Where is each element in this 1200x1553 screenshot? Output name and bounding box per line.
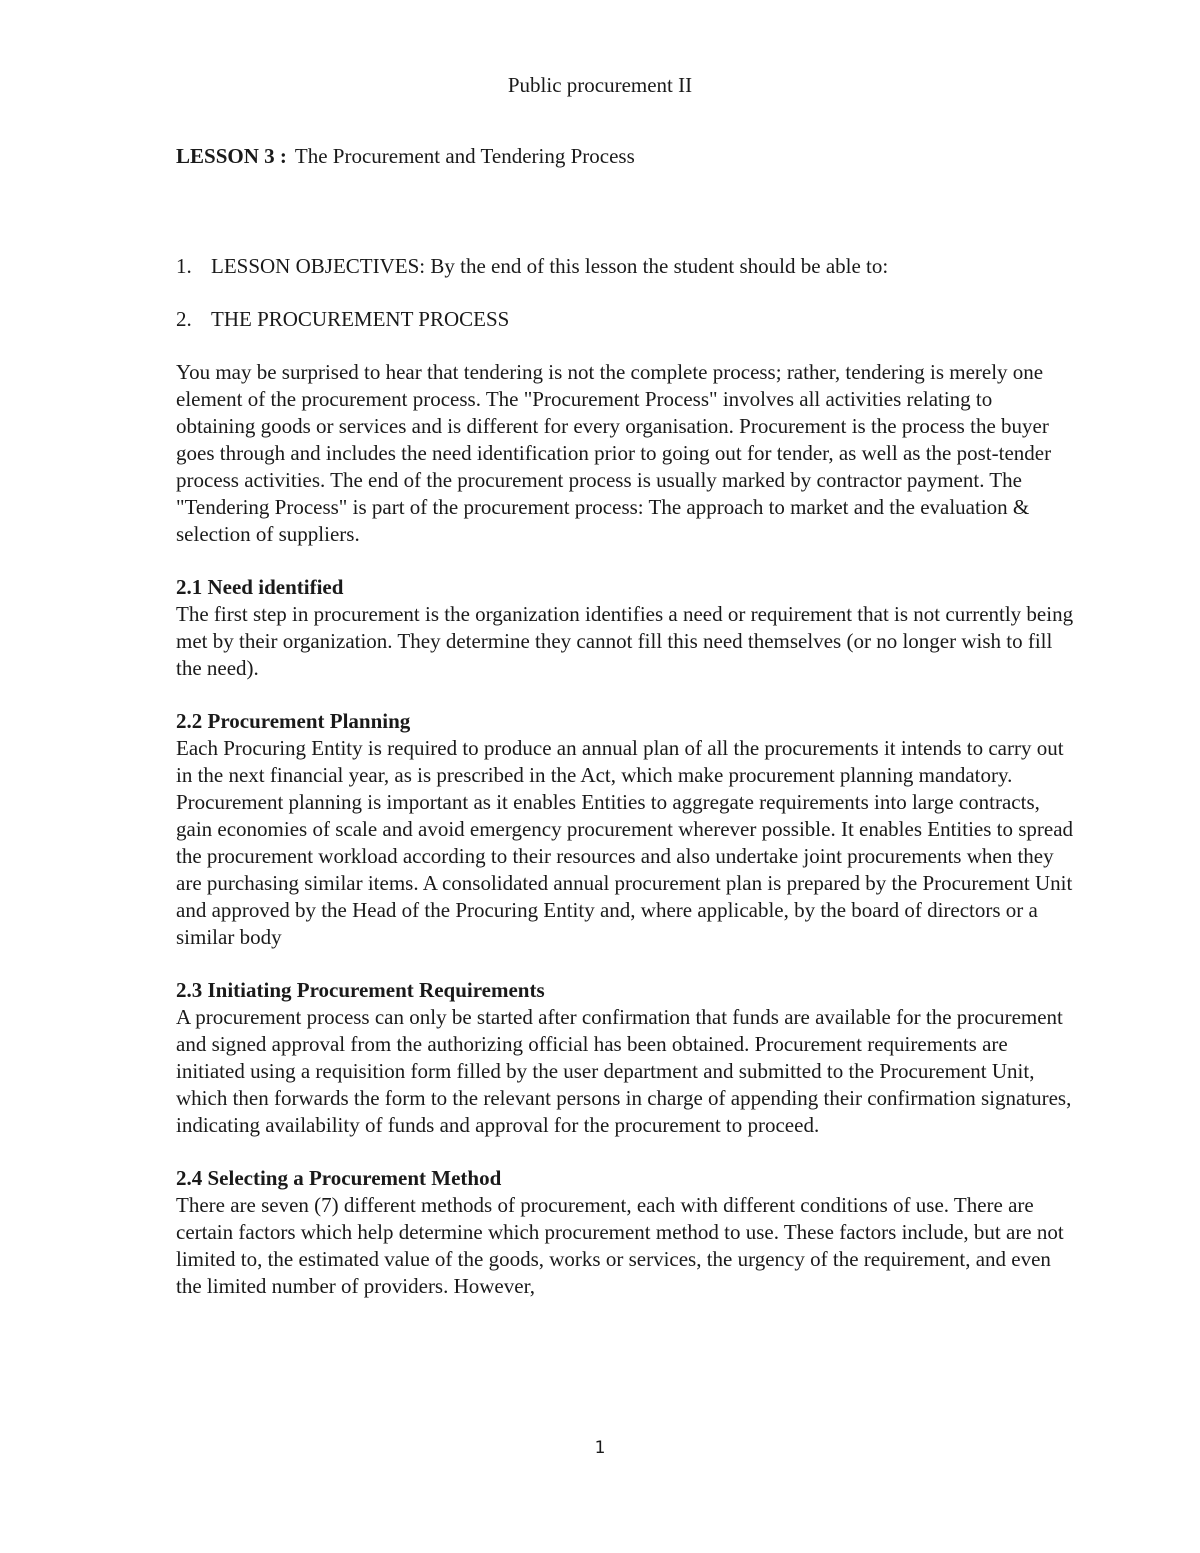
item-number: 1. [176, 254, 192, 278]
page-header: Public procurement II [507, 73, 693, 97]
lesson-label: LESSON 3 : [176, 144, 287, 168]
section-initiating-requirements [176, 977, 1076, 1139]
numbered-item-objectives [176, 253, 1076, 280]
section-selecting-method [176, 1165, 1076, 1300]
lesson-title: The Procurement and Tendering Process [294, 144, 635, 168]
lesson-heading [176, 143, 1076, 170]
section-title: 2.1 Need identified [176, 575, 344, 599]
section-title: 2.2 Procurement Planning [176, 709, 411, 733]
numbered-item-procurement-process [176, 306, 1076, 333]
item-text: THE PROCUREMENT PROCESS [211, 307, 510, 331]
section-title: 2.3 Initiating Procurement Requirements [176, 978, 545, 1002]
section-title: 2.4 Selecting a Procurement Method [176, 1166, 502, 1190]
section-procurement-planning [176, 708, 1076, 951]
section-body: There are seven (7) different methods of procurement, each with different conditions of use. There are certain factors which help determine which procurement method to use. These factors include, but are not limited to, the estimated value of the goods, works or services, the urgency of the requirement, and even the limited number of providers. However, [176, 1193, 1064, 1298]
item-text: LESSON OBJECTIVES: By the end of this lesson the student should be able to: [211, 254, 889, 278]
page-content [176, 143, 1076, 1300]
section-body: The first step in procurement is the organization identifies a need or requirement that is not currently being met by their organization. They determine they cannot fill this need themselves (or no longer wish to fill the need). [176, 602, 1074, 680]
section-need-identified [176, 574, 1076, 682]
section-body: Each Procuring Entity is required to produce an annual plan of all the procurements it intends to carry out in the next financial year, as is prescribed in the Act, which make procurement planning mandatory. Procurement planning is important as it enables Entities to aggregate requirements into large contracts, gain economies of scale and avoid emergency procurement wherever possible. It enables Entities to spread the procurement workload according to their resources and also undertake joint procurements when they are purchasing similar items. A consolidated annual procurement plan is prepared by the Procurement Unit and approved by the Head of the Procuring Entity and, where applicable, by the board of directors or a similar body [176, 736, 1074, 949]
intro-paragraph: You may be surprised to hear that tendering is not the complete process; rather, tendering is merely one element of the procurement process. The "Procurement Process" involves all activities relating to obtaining goods or services and is different for every organisation. Procurement is the process the buyer goes through and includes the need identification prior to going out for tender, as well as the post-tender process activities. The end of the procurement process is usually marked by contractor payment. The "Tendering Process" is part of the procurement process: The approach to market and the evaluation & selection of suppliers. [176, 360, 1052, 546]
section-body: A procurement process can only be started after confirmation that funds are available for the procurement and signed approval from the authorizing official has been obtained. Procurement requirements are initiated using a requisition form filled by the user department and submitted to the Procurement Unit, which then forwards the form to the relevant persons in charge of appending their confirmation signatures, indicating availability of funds and approval for the procurement to proceed. [176, 1005, 1072, 1137]
page-number: 1 [594, 1438, 606, 1458]
item-number: 2. [176, 307, 192, 331]
